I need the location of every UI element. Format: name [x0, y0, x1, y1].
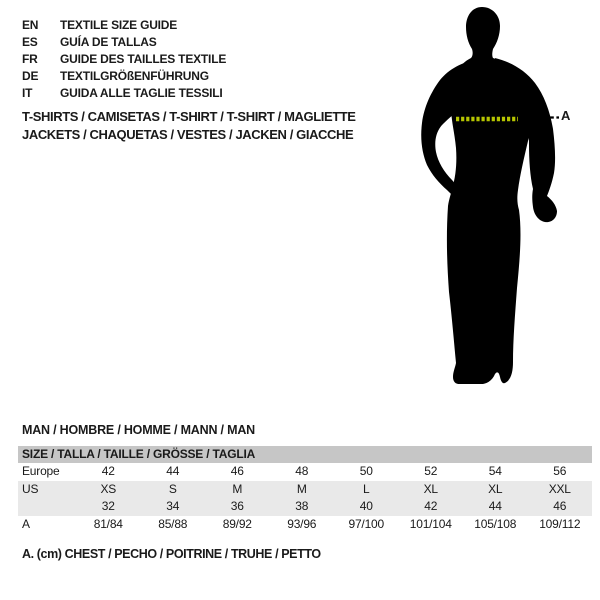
size-cell: S — [168, 481, 177, 496]
size-cell: 48 — [295, 464, 309, 478]
size-cell: 46 — [553, 499, 567, 513]
size-cell: XL — [488, 481, 503, 496]
table-row-us-numeric — [18, 498, 592, 516]
size-cell: 85/88 — [158, 516, 188, 531]
size-cell: M — [232, 481, 243, 496]
size-cell: 42 — [101, 464, 115, 478]
measure-label-a: A — [561, 108, 571, 123]
language-title: TEXTILGRÖßENFÜHRUNG — [60, 69, 209, 83]
section-title-man: MAN / HOMBRE / HOMME / MANN / MAN — [22, 423, 255, 437]
language-title: GUIDA ALLE TAGLIE TESSILI — [60, 86, 223, 100]
size-cell: 52 — [424, 464, 438, 478]
row-label — [18, 498, 76, 516]
category-line-jackets: JACKETS / CHAQUETAS / VESTES / JACKEN / GIACCHE — [22, 127, 354, 142]
size-cell: 38 — [295, 499, 309, 513]
size-cell: 93/96 — [287, 516, 317, 531]
table-row-chest-a — [18, 516, 592, 534]
language-code: ES — [22, 35, 38, 49]
size-cell: M — [296, 481, 307, 496]
size-table — [18, 446, 592, 533]
row-label: A — [22, 516, 30, 531]
size-cell: 89/92 — [222, 516, 252, 531]
language-code: FR — [22, 52, 38, 66]
size-cell: 50 — [359, 464, 373, 478]
size-cell: XS — [100, 481, 117, 496]
language-code: IT — [22, 86, 33, 100]
size-cell: 46 — [230, 464, 244, 478]
footnote-chest-measure: A. (cm) CHEST / PECHO / POITRINE / TRUHE / PETTO — [22, 547, 321, 561]
size-cell: 54 — [488, 464, 502, 478]
language-title: GUÍA DE TALLAS — [60, 35, 157, 49]
row-label: Europe — [22, 464, 60, 478]
language-title: GUIDE DES TAILLES TEXTILE — [60, 52, 227, 66]
size-cell: 36 — [230, 499, 244, 513]
size-cell: 32 — [101, 499, 115, 513]
size-cell: 44 — [488, 499, 502, 513]
size-cell: XL — [423, 481, 438, 496]
size-cell: 34 — [166, 499, 180, 513]
category-line-tshirts: T-SHIRTS / CAMISETAS / T-SHIRT / T-SHIRT / MAGLIETTE — [22, 109, 356, 124]
row-label: US — [22, 481, 39, 496]
language-code: EN — [22, 18, 39, 32]
size-cell: 81/84 — [93, 516, 123, 531]
size-cell: 44 — [166, 464, 180, 478]
silhouette-body — [447, 7, 534, 384]
language-title: TEXTILE SIZE GUIDE — [60, 18, 178, 32]
size-cell: 56 — [553, 464, 567, 478]
table-row-europe — [18, 463, 592, 481]
size-cell: 105/108 — [474, 516, 517, 531]
size-cell: 97/100 — [348, 516, 384, 531]
size-cell: 40 — [359, 499, 373, 513]
size-cell: L — [363, 481, 370, 496]
language-code: DE — [22, 69, 39, 83]
size-cell: XXL — [548, 481, 571, 496]
size-cell: 101/104 — [409, 516, 452, 531]
size-cell: 42 — [424, 499, 438, 513]
table-row-us — [18, 481, 592, 499]
size-cell: 109/112 — [539, 516, 581, 531]
size-table-header: SIZE / TALLA / TAILLE / GRÖSSE / TAGLIA — [18, 446, 592, 463]
